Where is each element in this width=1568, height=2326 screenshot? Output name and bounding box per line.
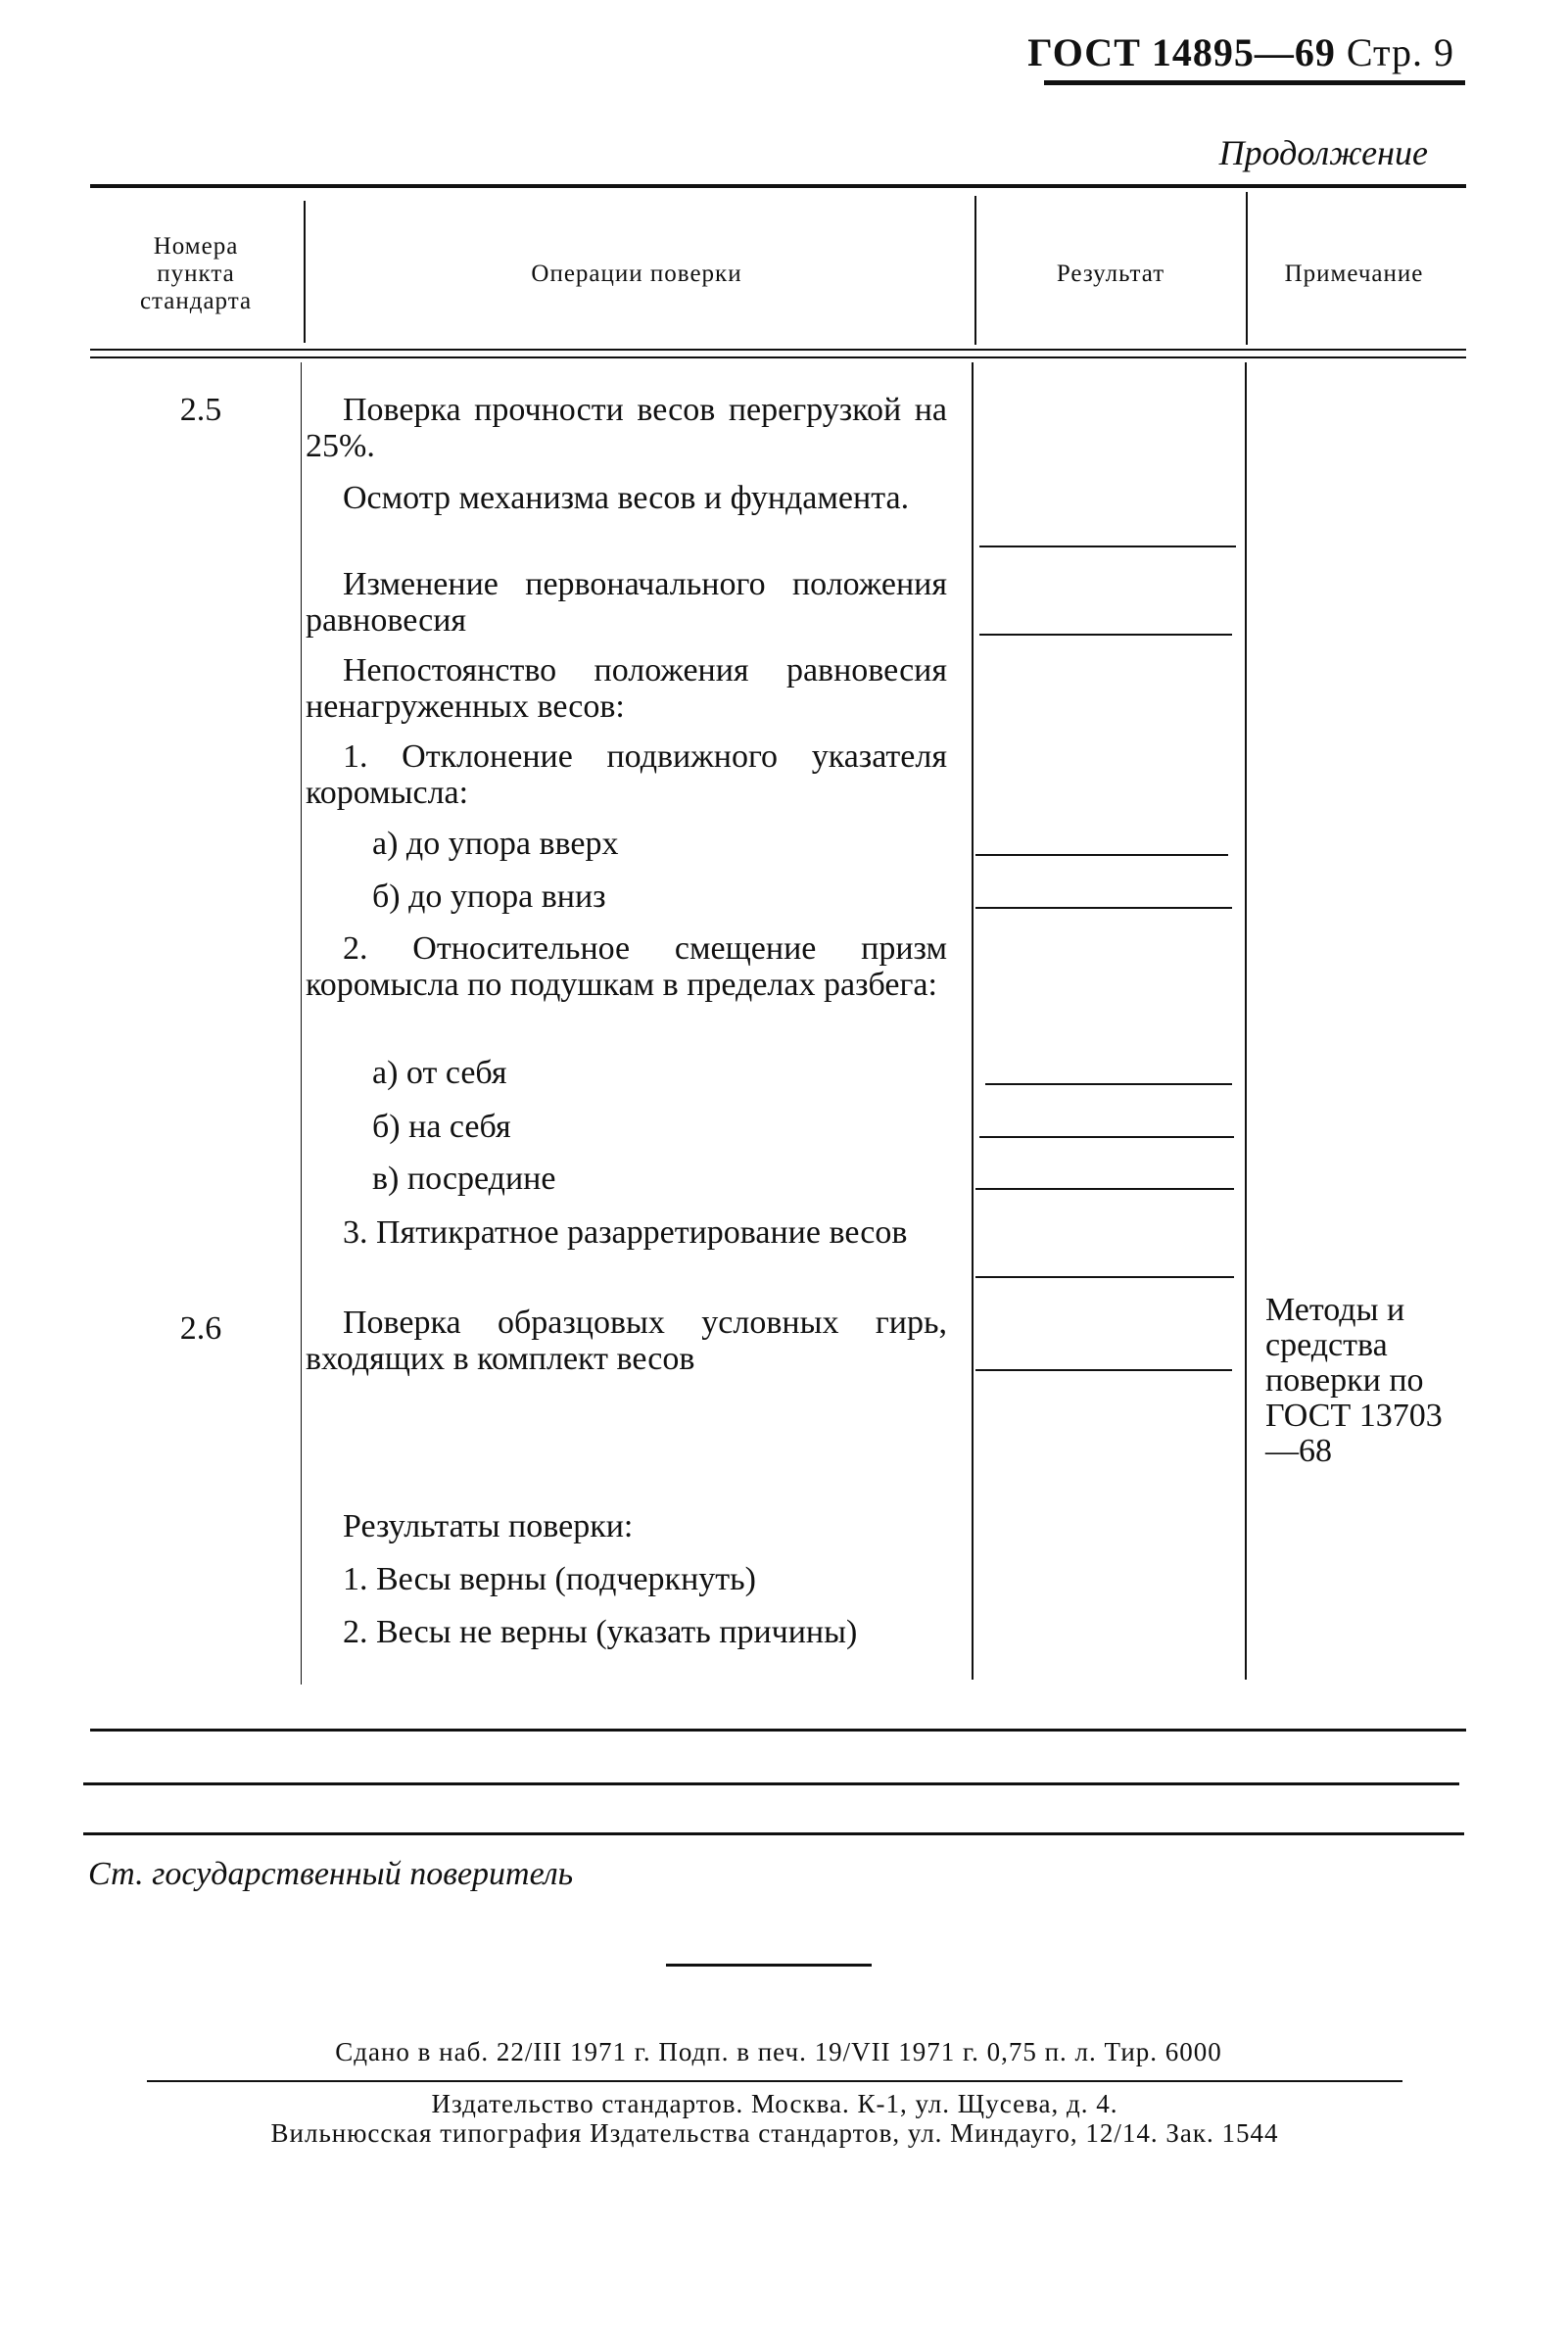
col-header-note: Примечание xyxy=(1284,261,1424,287)
col-divider-1 xyxy=(304,201,306,343)
page-header xyxy=(979,29,1454,75)
imprint-line-1: Сдано в наб. 22/III 1971 г. Подп. в печ. 19/VII 1971 г. 0,75 п. л. Тир. 6000 xyxy=(335,2037,1222,2066)
col-divider-3-body xyxy=(1245,362,1247,1680)
imprint-rule xyxy=(147,2080,1402,2082)
table-header-rule-1 xyxy=(90,349,1466,351)
result-blank xyxy=(975,1369,1232,1371)
result-blank xyxy=(975,1276,1234,1278)
result-blank xyxy=(975,1188,1234,1190)
operation-away: а) от себя xyxy=(372,1055,507,1091)
result-blank xyxy=(979,1136,1234,1138)
row-number-2-6: 2.6 xyxy=(179,1310,222,1347)
row-number-2-5: 2.5 xyxy=(179,392,222,428)
operation-lower-stop: б) до упора вниз xyxy=(372,878,606,915)
operation-five-release: 3. Пятикратное разарретирование весов xyxy=(343,1214,908,1251)
col-divider-2-body xyxy=(972,362,974,1680)
operation-equilibrium-instability: Непостоянство положения равновесия ненагруженных весов: xyxy=(306,652,947,725)
result-incorrect: 2. Весы не верны (указать причины) xyxy=(343,1614,858,1650)
result-blank xyxy=(985,1083,1232,1085)
operation-equilibrium-change: Изменение первоначального положения равновесия xyxy=(306,566,947,639)
result-blank xyxy=(975,854,1228,856)
operation-mechanism-inspection: Осмотр механизма весов и фундамента. xyxy=(343,480,910,516)
operation-overload-test: Поверка прочности весов перегрузкой на 25%. xyxy=(306,392,947,464)
operation-middle: в) посредине xyxy=(372,1161,556,1197)
imprint-line-3: Вильнюсская типография Издательства стандартов, ул. Миндауго, 12/14. Зак. 1544 xyxy=(270,2118,1279,2148)
col-header-number: Номера пункта стандарта xyxy=(139,233,253,314)
note-methods: Методы и средства поверки по ГОСТ 13703—68 xyxy=(1265,1292,1443,1469)
imprint-line-2: Издательство стандартов. Москва. К-1, ул. Щусева, д. 4. xyxy=(431,2089,1118,2118)
result-correct: 1. Весы верны (подчеркнуть) xyxy=(343,1561,756,1597)
result-blank xyxy=(979,546,1236,547)
separator-short xyxy=(666,1964,872,1967)
operation-upper-stop: а) до упора вверх xyxy=(372,826,619,862)
result-blank xyxy=(979,634,1232,636)
continuation-label: Продолжение xyxy=(1218,133,1428,172)
table-header-rule-2 xyxy=(90,356,1466,358)
operation-prism-shift: 2. Относительное смещение призм коромысла по подушкам в пределах разбега: xyxy=(306,930,947,1003)
operation-pointer-deviation: 1. Отклонение подвижного указателя коромысла: xyxy=(306,738,947,811)
result-blank xyxy=(975,907,1232,909)
col-header-operations: Операции поверки xyxy=(531,261,742,287)
col-divider-3 xyxy=(1246,192,1248,345)
page-number: Стр. 9 xyxy=(1346,30,1454,74)
signature-label: Ст. государственный поверитель xyxy=(88,1856,574,1892)
operation-toward: б) на себя xyxy=(372,1109,511,1145)
table-bottom-rule xyxy=(90,1729,1466,1732)
signature-line-2 xyxy=(83,1832,1464,1835)
signature-line-1 xyxy=(83,1782,1459,1785)
col-divider-1-body xyxy=(301,362,302,1685)
col-header-result: Результат xyxy=(1056,261,1165,287)
col-divider-2 xyxy=(974,196,976,345)
header-rule xyxy=(1044,80,1465,85)
operation-weights-check: Поверка образцовых условных гирь, входящих в комплект весов xyxy=(306,1305,947,1377)
results-title: Результаты поверки: xyxy=(343,1508,634,1544)
table-top-rule xyxy=(90,184,1466,188)
standard-number: ГОСТ 14895—69 xyxy=(1027,30,1336,74)
